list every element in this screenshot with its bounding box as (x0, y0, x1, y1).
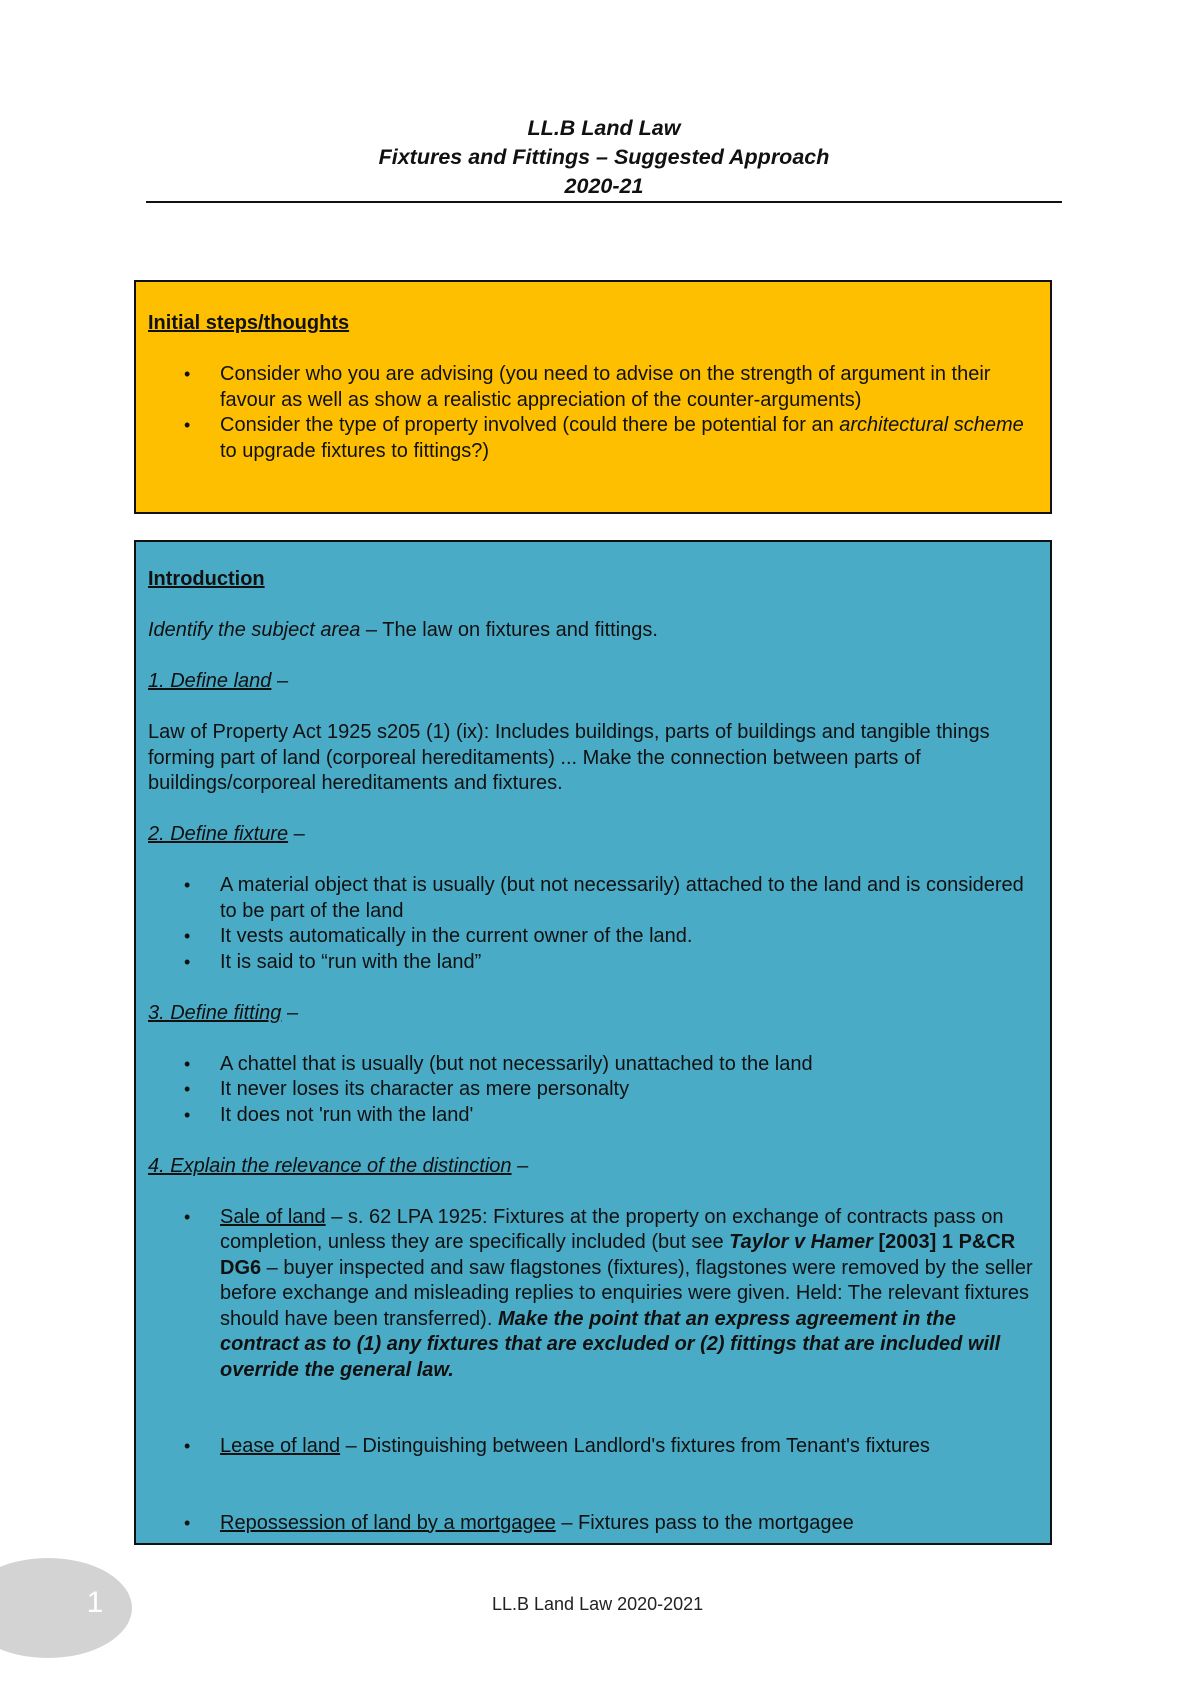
fitting-list (148, 1052, 1036, 1129)
list-item: • Consider the type of property involved (could there be potential for an architectural scheme to upgrade fixtures to fittings?) (148, 413, 1036, 464)
introduction-title: Introduction (148, 568, 265, 590)
initial-steps-box (134, 280, 1052, 514)
list-item-lease-of-land: • Lease of land – Distinguishing between Landlord's fixtures from Tenant's fixtures (148, 1434, 1036, 1460)
list-item: • It never loses its character as mere personalty (148, 1077, 1036, 1103)
section-define-fitting: 3. Define fitting – (148, 1001, 299, 1024)
footer-text: LL.B Land Law 2020-2021 (492, 1594, 704, 1614)
relevance-list (148, 1205, 1036, 1384)
subject-area: Identify the subject area – The law on fixtures and fittings. (148, 619, 658, 641)
page-number-badge (0, 1558, 132, 1658)
header-divider (146, 201, 1062, 203)
section-define-land: 1. Define land – (148, 670, 289, 692)
list-item: • A chattel that is usually (but not necessarily) unattached to the land (148, 1052, 1036, 1078)
introduction-box (134, 540, 1052, 1545)
list-item: • It does not 'run with the land' (148, 1103, 1036, 1129)
list-item: • It vests automatically in the current owner of the land. (148, 924, 1036, 950)
document-header (146, 114, 1062, 201)
fixture-list (148, 873, 1036, 975)
section-define-fixture: 2. Define fixture – (148, 823, 305, 845)
initial-steps-list (148, 362, 1036, 464)
list-item: • It is said to “run with the land” (148, 950, 1036, 976)
academic-year: 2020-21 (564, 174, 644, 198)
list-item: • A material object that is usually (but not necessarily) attached to the land and is considered to be part of the land (148, 873, 1036, 924)
define-land-text: Law of Property Act 1925 s205 (1) (ix): Includes buildings, parts of buildings and tangible things forming part of land (corporeal hereditaments) ... Make the connection between parts of buildings/corporeal hereditaments and fixtures. (148, 721, 990, 794)
page-number: 1 (86, 1586, 104, 1619)
course-title: LL.B Land Law (527, 116, 681, 140)
list-item: • Consider who you are advising (you need to advise on the strength of argument in their favour as well as show a realistic appreciation of the counter-arguments) (148, 362, 1036, 413)
initial-steps-title: Initial steps/thoughts (148, 312, 350, 334)
section-relevance: 4. Explain the relevance of the distinction – (148, 1154, 529, 1177)
list-item-sale-of-land: • Sale of land – s. 62 LPA 1925: Fixtures at the property on exchange of contracts pass on completion, unless they are specifically included (but see Taylor v Hamer [2003] 1 P&CR DG6 – buyer inspected and saw flagstones (fixtures), flagstones were removed by the seller before exchange and misleading replies to enquiries were given. Held: The relevant fixtures should have been transferred). Make the point that an express agreement in the contract as to (1) any fixtures that are excluded or (2) fittings that are included will override the general law. (148, 1205, 1036, 1384)
list-item-repossession: • Repossession of land by a mortgagee – Fixtures pass to the mortgagee (148, 1511, 1036, 1537)
document-title: Fixtures and Fittings – Suggested Approach (378, 145, 830, 169)
